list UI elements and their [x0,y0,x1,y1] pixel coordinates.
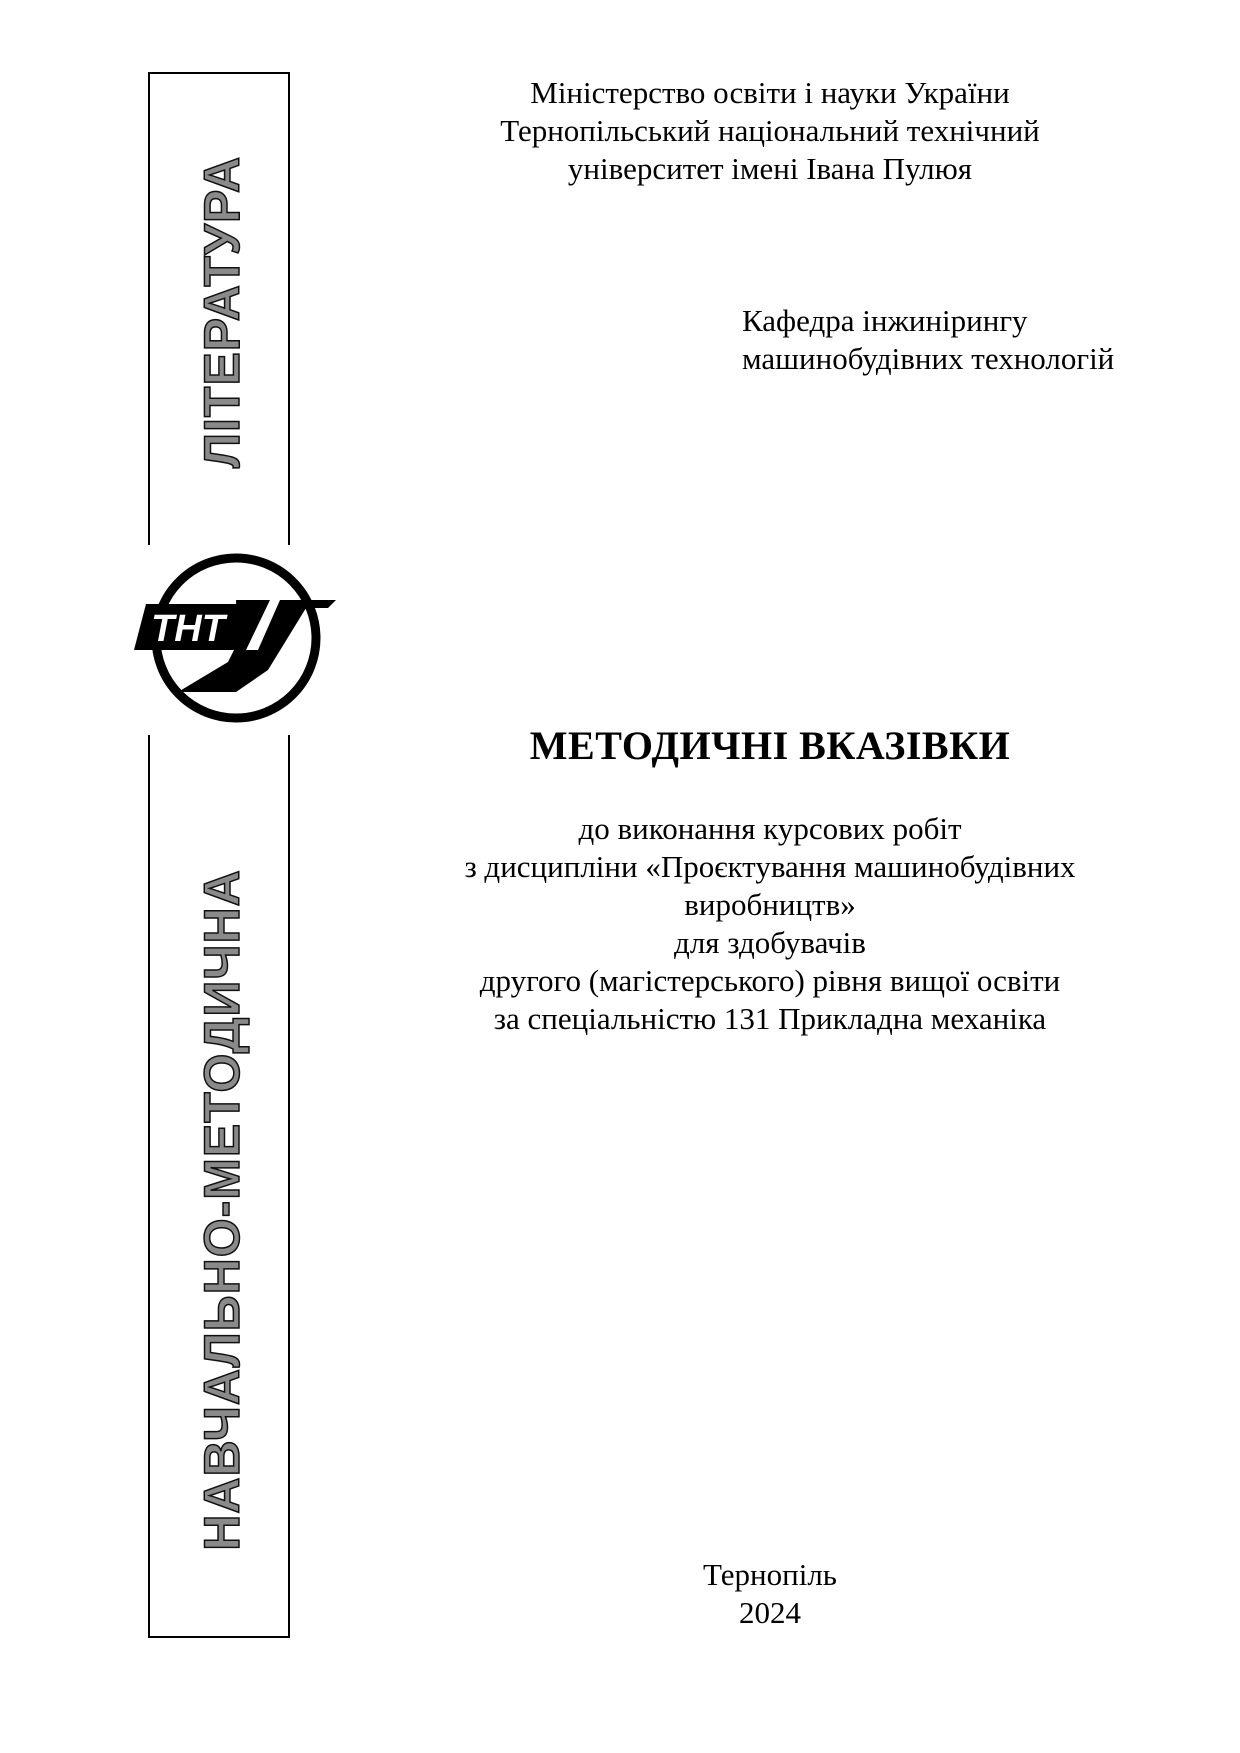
side-text-literatura: ЛІТЕРАТУРА [194,155,250,469]
university-line-2: університет імені Івана Пулюя [567,151,973,186]
band-bottom-border [148,1636,290,1638]
side-text-navchalno-metodychna: НАВЧАЛЬНО-МЕТОДИЧНА [194,869,250,1551]
footer-year: 2024 [739,1595,801,1630]
department-line-2: машинобудівних технологій [742,341,1115,376]
university-line-1: Тернопільський національний технічний [500,113,1040,148]
description-block [380,810,1160,1038]
description-line-1: до виконання курсових робіт [578,811,962,846]
description-line-2: з дисципліни «Проєктування машинобудівних [464,849,1076,884]
description-line-3: виробництв» [684,887,856,922]
document-title: МЕТОДИЧНІ ВКАЗІВКИ [529,723,1011,768]
description-line-5: другого (магістерського) рівня вищої освіти [479,963,1061,998]
band-top-border [148,72,290,74]
description-line-6: за спеціальністю 131 Прикладна механіка [493,1001,1047,1036]
footer-block [600,1556,940,1632]
department-line-1: Кафедра інжинірингу [742,303,1028,338]
department-block [742,302,1162,378]
ministry-line: Міністерство освіти і науки України [530,75,1010,110]
logo-text: ТНТ [151,608,225,650]
tntu-logo-icon [118,542,348,732]
description-line-4: для здобувачів [674,925,866,960]
header-block [420,74,1120,188]
footer-city: Тернопіль [703,1557,837,1592]
